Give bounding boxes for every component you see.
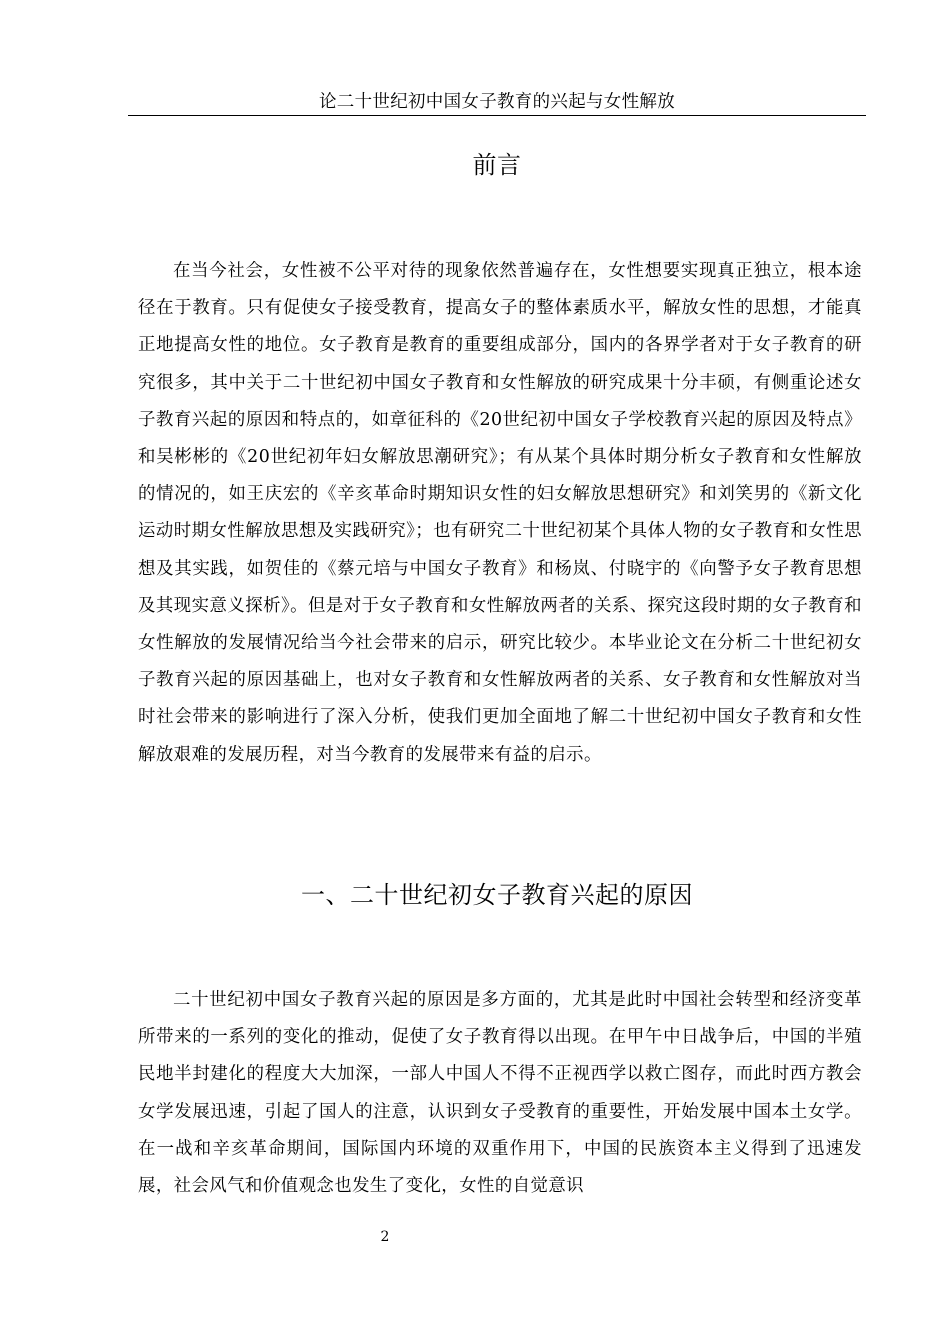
section-heading-preface: 前言	[472, 151, 522, 179]
page-number: 2	[380, 1229, 390, 1245]
causes-paragraph: 二十世纪初中国女子教育兴起的原因是多方面的，尤其是此时中国社会转型和经济变革所带来的一系列的变化的推动，促使了女子教育得以出现。在甲午中日战争后，中国的半殖民地半封建化的程度大大加深，一部人中国人不得不正视西学以救亡图存，而此时西方教会女学发展迅速，引起了国人的注意，认识到女子受教育的重要性，开始发展中国本土女学。在一战和辛亥革命期间，国际国内环境的双重作用下，中国的民族资本主义得到了迅速发展，社会风气和价值观念也发生了变化，女性的自觉意识	[138, 990, 862, 1197]
section-heading-causes: 一、二十世纪初女子教育兴起的原因	[301, 881, 693, 909]
running-header: 论二十世纪初中国女子教育的兴起与女性解放	[319, 92, 675, 112]
header-rule	[128, 115, 866, 116]
preface-paragraph: 在当今社会，女性被不公平对待的现象依然普遍存在，女性想要实现真正独立，根本途径在于教育。只有促使女子接受教育，提高女子的整体素质水平，解放女性的思想，才能真正地提高女性的地位。女子教育是教育的重要组成部分，国内的各界学者对于女子教育的研究很多，其中关于二十世纪初中国女子教育和女性解放的研究成果十分丰硕，有侧重论述女子教育兴起的原因和特点的，如章征科的《20世纪初中国女子学校教育兴起的原因及特点》和吴彬彬的《20世纪初年妇女解放思潮研究》；有从某个具体时期分析女子教育和女性解放的情况的，如王庆宏的《辛亥革命时期知识女性的妇女解放思想研究》和刘笑男的《新文化运动时期女性解放思想及实践研究》；也有研究二十世纪初某个具体人物的女子教育和女性思想及其实践，如贺佳的《蔡元培与中国女子教育》和杨岚、付晓宇的《向警予女子教育思想及其现实意义探析》。但是对于女子教育和女性解放两者的关系、探究这段时期的女子教育和女性解放的发展情况给当今社会带来的启示，研究比较少。本毕业论文在分析二十世纪初女子教育兴起的原因基础上，也对女子教育和女性解放两者的关系、女子教育和女性解放对当时社会带来的影响进行了深入分析，使我们更加全面地了解二十世纪初中国女子教育和女性解放艰难的发展历程，对当今教育的发展带来有益的启示。	[138, 261, 862, 765]
